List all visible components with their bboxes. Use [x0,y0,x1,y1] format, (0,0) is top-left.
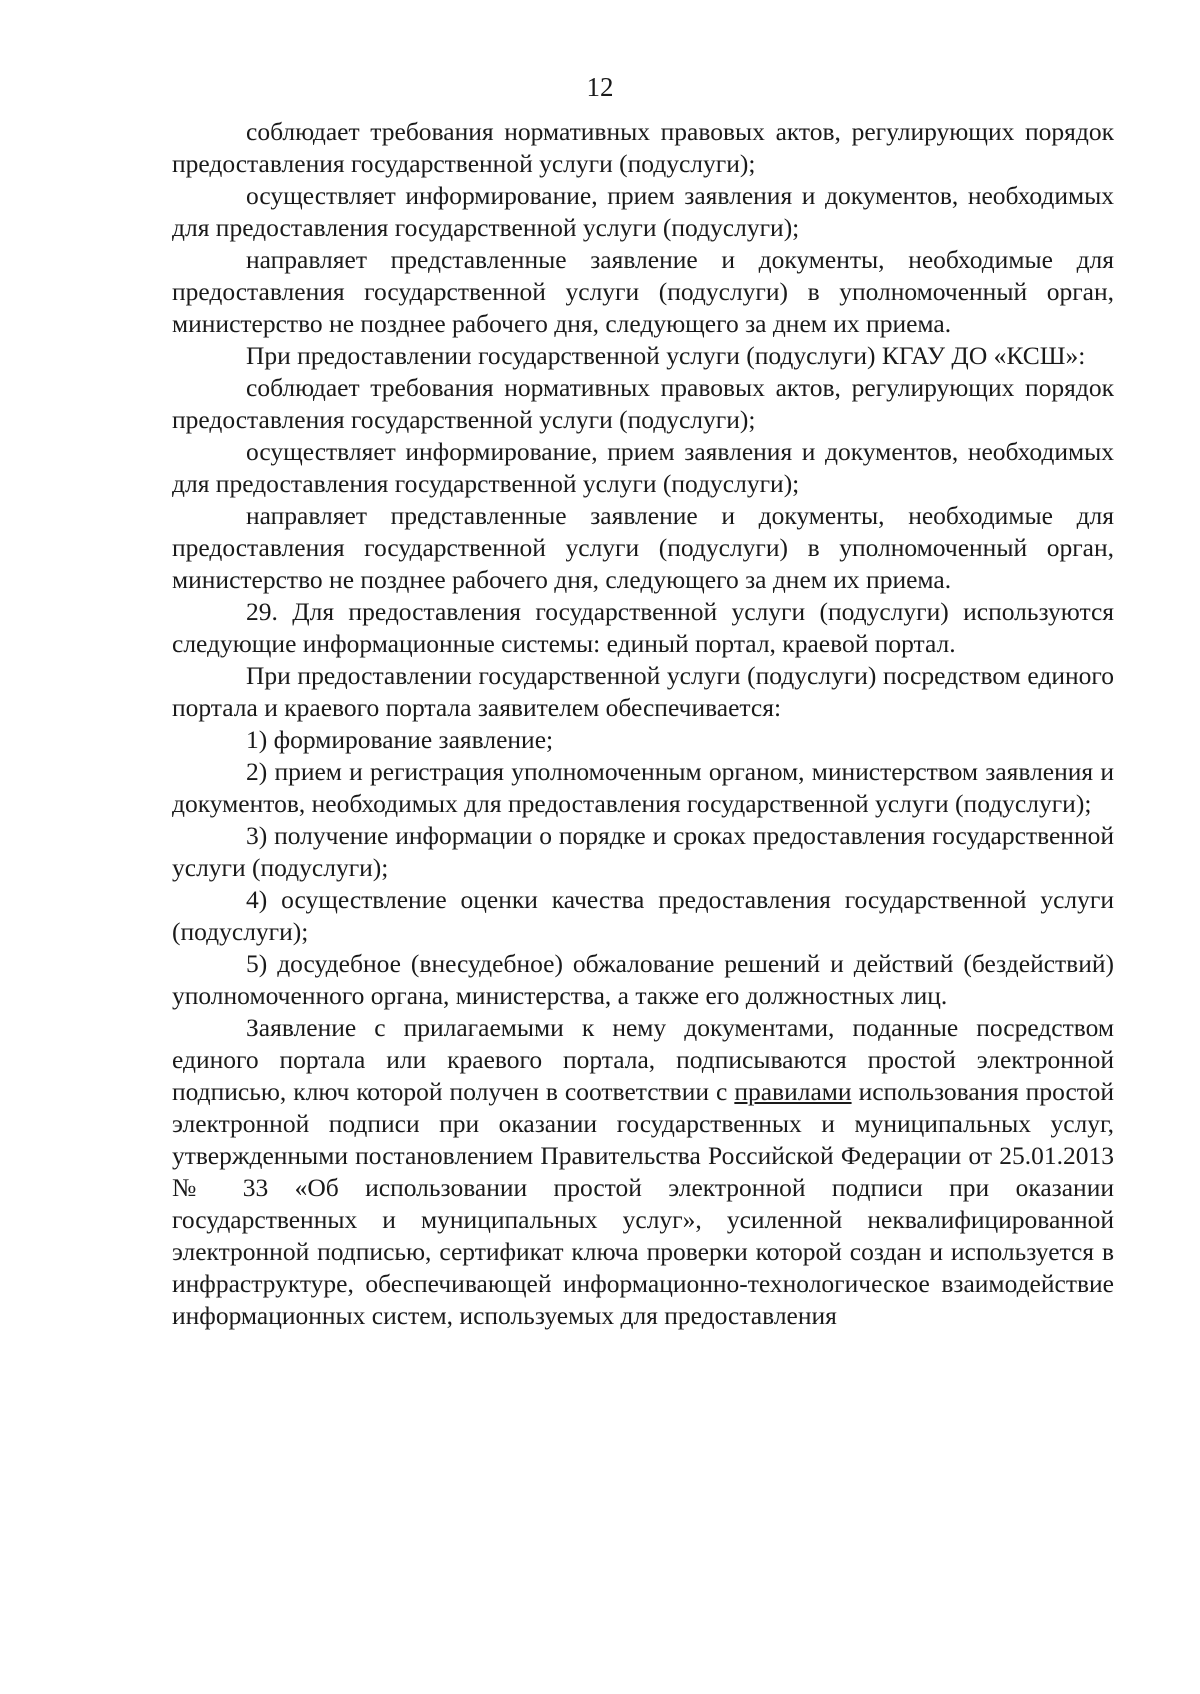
paragraph: осуществляет информирование, прием заявления и документов, необходимых для предоставления государственной услуги (подуслуги); [172,181,1114,242]
page-number: 12 [586,72,614,102]
list-item: 5) досудебное (внесудебное) обжалование решений и действий (бездействий) уполномоченного органа, министерства, а также его должностных лиц. [172,949,1114,1010]
paragraph: соблюдает требования нормативных правовых актов, регулирующих порядок предоставления государственной услуги (подуслуги); [172,373,1114,434]
paragraph: При предоставлении государственной услуги (подуслуги) посредством единого портала и краевого портала заявителем обеспечивается: [172,661,1114,722]
paragraph-item-29: 29. Для предоставления государственной услуги (подуслуги) используются следующие информационные системы: единый портал, краевой портал. [172,597,1114,658]
list-item: 4) осуществление оценки качества предоставления государственной услуги (подуслуги); [172,885,1114,946]
paragraph-text-start: Заявление с прилагаемыми к нему документами, поданные посредством единого портала или краевого портала, подписываются простой электронной подписью, ключ которой получен в соответствии с [172,1013,1114,1106]
list-item: 1) формирование заявление; [246,725,554,754]
rules-link[interactable]: правилами [734,1077,852,1106]
paragraph-signature-rules [172,1012,1114,1332]
paragraph: осуществляет информирование, прием заявления и документов, необходимых для предоставления государственной услуги (подуслуги); [172,437,1114,498]
paragraph: При предоставлении государственной услуги (подуслуги) КГАУ ДО «КСШ»: [246,341,1086,370]
paragraph: направляет представленные заявление и документы, необходимые для предоставления государственной услуги (подуслуги) в уполномоченный орган, министерство не позднее рабочего дня, следующего за днем их приема. [172,245,1114,338]
paragraph-text-end: использования простой электронной подписи при оказании государственных и муниципальных услуг, утвержденными постановлением Правительства Российской Федерации от 25.01.2013 № 33 «Об использовании простой электронной подписи при оказании государственных и муниципальных услуг», усиленной неквалифицированной электронной подписью, сертификат ключа проверки которой создан и используется в инфраструктуре, обеспечивающей информационно-технологическое взаимодействие информационных систем, используемых для предоставления [172,1077,1114,1330]
list-item: 2) прием и регистрация уполномоченным органом, министерством заявления и документов, необходимых для предоставления государственной услуги (подуслуги); [172,757,1114,818]
paragraph: направляет представленные заявление и документы, необходимые для предоставления государственной услуги (подуслуги) в уполномоченный орган, министерство не позднее рабочего дня, следующего за днем их приема. [172,501,1114,594]
paragraph: соблюдает требования нормативных правовых актов, регулирующих порядок предоставления государственной услуги (подуслуги); [172,117,1114,178]
document-body [172,116,1114,1332]
list-item: 3) получение информации о порядке и сроках предоставления государственной услуги (подуслуги); [172,821,1114,882]
